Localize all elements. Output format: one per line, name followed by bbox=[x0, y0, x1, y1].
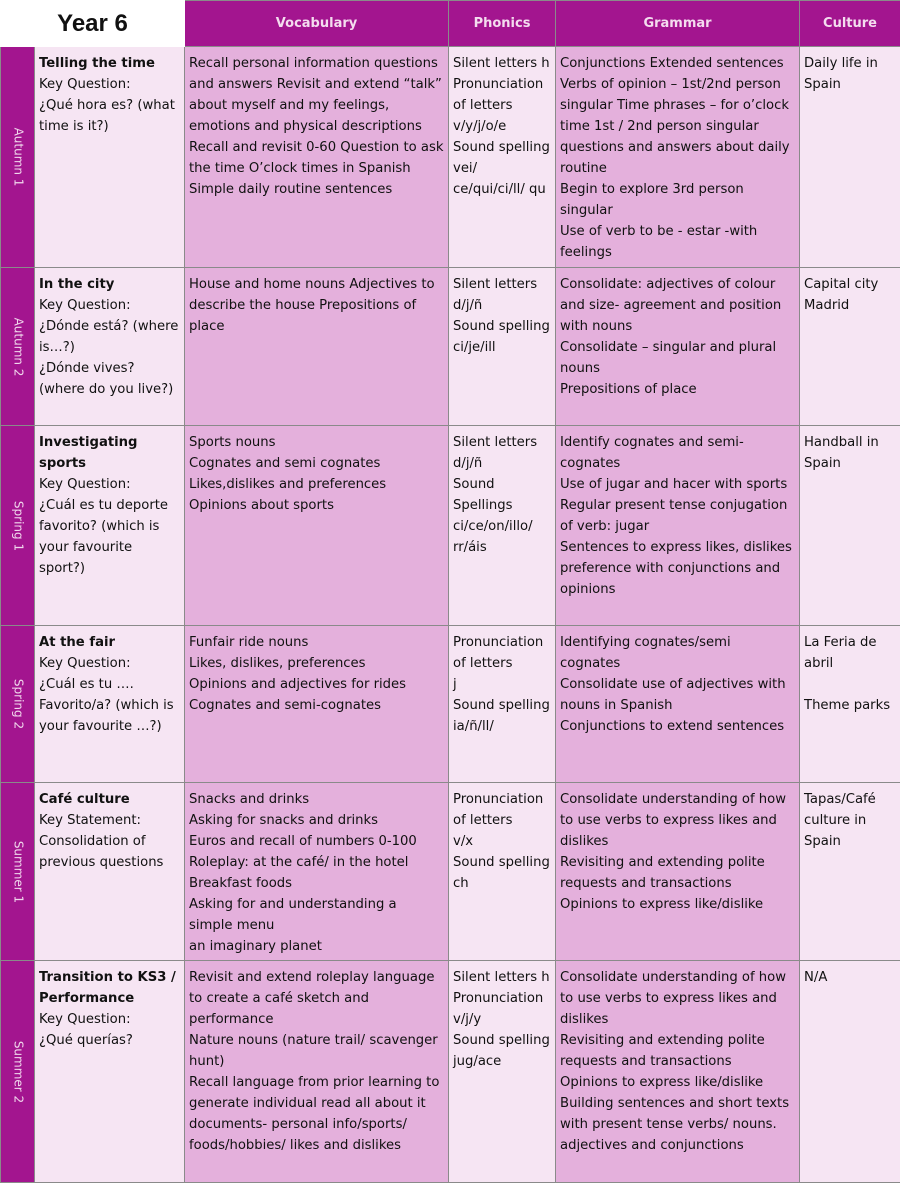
term-label: Spring 1 bbox=[11, 500, 25, 551]
topic-cell bbox=[35, 626, 185, 783]
term-label: Autumn 2 bbox=[11, 317, 25, 376]
topic-title: In the city bbox=[39, 277, 115, 292]
topic-title: Café culture bbox=[39, 792, 130, 807]
term-cell bbox=[1, 426, 35, 626]
term-cell bbox=[1, 783, 35, 961]
topic-title: At the fair bbox=[39, 635, 115, 650]
grammar-header: Grammar bbox=[556, 1, 800, 47]
term-label: Summer 2 bbox=[11, 1040, 25, 1103]
culture-cell: Capital city Madrid bbox=[800, 268, 900, 426]
table-row bbox=[1, 268, 900, 426]
header-row bbox=[1, 1, 900, 47]
grammar-cell: Consolidate: adjectives of colour and size- agreement and position with nouns Consolidate – singular and plural nouns Prepositions of place bbox=[556, 268, 800, 426]
grammar-cell: Consolidate understanding of how to use verbs to express likes and dislikes Revisiting and extending polite requests and transactions Opinions to express like/dislike Building sentences and short texts with present tense verbs/ nouns. adjectives and conjunctions bbox=[556, 961, 800, 1183]
topic-cell bbox=[35, 961, 185, 1183]
vocabulary-cell: Recall personal information questions and answers Revisit and extend “talk” about myself and my feelings, emotions and physical descriptions Recall and revisit 0-60 Question to ask the time O’clock times in Spanish Simple daily routine sentences bbox=[185, 47, 449, 268]
topic-title: Transition to KS3 / Performance bbox=[39, 970, 176, 1006]
year-title: Year 6 bbox=[1, 1, 185, 47]
culture-cell: Daily life in Spain bbox=[800, 47, 900, 268]
grammar-cell: Identifying cognates/semi cognates Consolidate use of adjectives with nouns in Spanish Conjunctions to extend sentences bbox=[556, 626, 800, 783]
phonics-header: Phonics bbox=[449, 1, 556, 47]
culture-cell: La Feria de abril Theme parks bbox=[800, 626, 900, 783]
term-label: Autumn 1 bbox=[11, 127, 25, 187]
vocabulary-cell: House and home nouns Adjectives to describe the house Prepositions of place bbox=[185, 268, 449, 426]
table-row bbox=[1, 626, 900, 783]
table-row bbox=[1, 47, 900, 268]
table-row bbox=[1, 961, 900, 1183]
culture-cell: N/A bbox=[800, 961, 900, 1183]
term-cell bbox=[1, 268, 35, 426]
grammar-cell: Conjunctions Extended sentences Verbs of opinion – 1st/2nd person singular Time phrases – for o’clock time 1st / 2nd person singular questions and answers about daily routine Begin to explore 3rd person singular Use of verb to be - estar -with feelings bbox=[556, 47, 800, 268]
vocabulary-header: Vocabulary bbox=[185, 1, 449, 47]
phonics-cell: Silent letters h Pronunciation of letters v/y/j/o/e Sound spelling vei/ ce/qui/ci/ll/ qu bbox=[449, 47, 556, 268]
vocabulary-cell: Sports nouns Cognates and semi cognates Likes,dislikes and preferences Opinions about sports bbox=[185, 426, 449, 626]
phonics-cell: Pronunciation of letters j Sound spelling ia/ñ/ll/ bbox=[449, 626, 556, 783]
key-question: Key Question: ¿Qué hora es? (what time is it?) bbox=[39, 77, 175, 134]
topic-title: Investigating sports bbox=[39, 435, 138, 471]
key-question: Key Question: ¿Qué querías? bbox=[39, 1012, 133, 1048]
topic-title: Telling the time bbox=[39, 56, 155, 71]
table-row bbox=[1, 426, 900, 626]
term-cell bbox=[1, 626, 35, 783]
phonics-cell: Silent letters h Pronunciation v/j/y Sound spelling jug/ace bbox=[449, 961, 556, 1183]
phonics-cell: Silent letters d/j/ñ Sound spelling ci/je/ill bbox=[449, 268, 556, 426]
table-row bbox=[1, 783, 900, 961]
grammar-cell: Identify cognates and semi-cognates Use of jugar and hacer with sports Regular present tense conjugation of verb: jugar Sentences to express likes, dislikes preference with conjunctions and opinions bbox=[556, 426, 800, 626]
grammar-cell: Consolidate understanding of how to use verbs to express likes and dislikes Revisiting and extending polite requests and transactions Opinions to express like/dislike bbox=[556, 783, 800, 961]
topic-cell bbox=[35, 426, 185, 626]
key-question: Key Question: ¿Dónde está? (where is…?) ¿Dónde vives? (where do you live?) bbox=[39, 298, 179, 397]
culture-header: Culture bbox=[800, 1, 900, 47]
key-question: Key Question: ¿Cuál es tu …. Favorito/a? (which is your favourite …?) bbox=[39, 656, 174, 734]
topic-cell bbox=[35, 268, 185, 426]
key-statement: Key Statement: Consolidation of previous questions bbox=[39, 813, 164, 870]
culture-cell: Tapas/Café culture in Spain bbox=[800, 783, 900, 961]
culture-cell: Handball in Spain bbox=[800, 426, 900, 626]
term-cell bbox=[1, 961, 35, 1183]
phonics-cell: Pronunciation of letters v/x Sound spelling ch bbox=[449, 783, 556, 961]
topic-cell bbox=[35, 47, 185, 268]
term-label: Spring 2 bbox=[11, 678, 25, 730]
topic-cell bbox=[35, 783, 185, 961]
key-question: Key Question: ¿Cuál es tu deporte favorito? (which is your favourite sport?) bbox=[39, 477, 169, 576]
phonics-cell: Silent letters d/j/ñ Sound Spellings ci/ce/on/illo/ rr/áis bbox=[449, 426, 556, 626]
vocabulary-cell: Funfair ride nouns Likes, dislikes, preferences Opinions and adjectives for rides Cognates and semi-cognates bbox=[185, 626, 449, 783]
term-cell bbox=[1, 47, 35, 268]
term-label: Summer 1 bbox=[11, 840, 25, 903]
vocabulary-cell: Snacks and drinks Asking for snacks and drinks Euros and recall of numbers 0-100 Roleplay: at the café/ in the hotel Breakfast foods Asking for and understanding a simple menu an imaginary planet bbox=[185, 783, 449, 961]
vocabulary-cell: Revisit and extend roleplay language to create a café sketch and performance Nature nouns (nature trail/ scavenger hunt) Recall language from prior learning to generate individual read all about it documents- personal info/sports/ foods/hobbies/ likes and dislikes bbox=[185, 961, 449, 1183]
